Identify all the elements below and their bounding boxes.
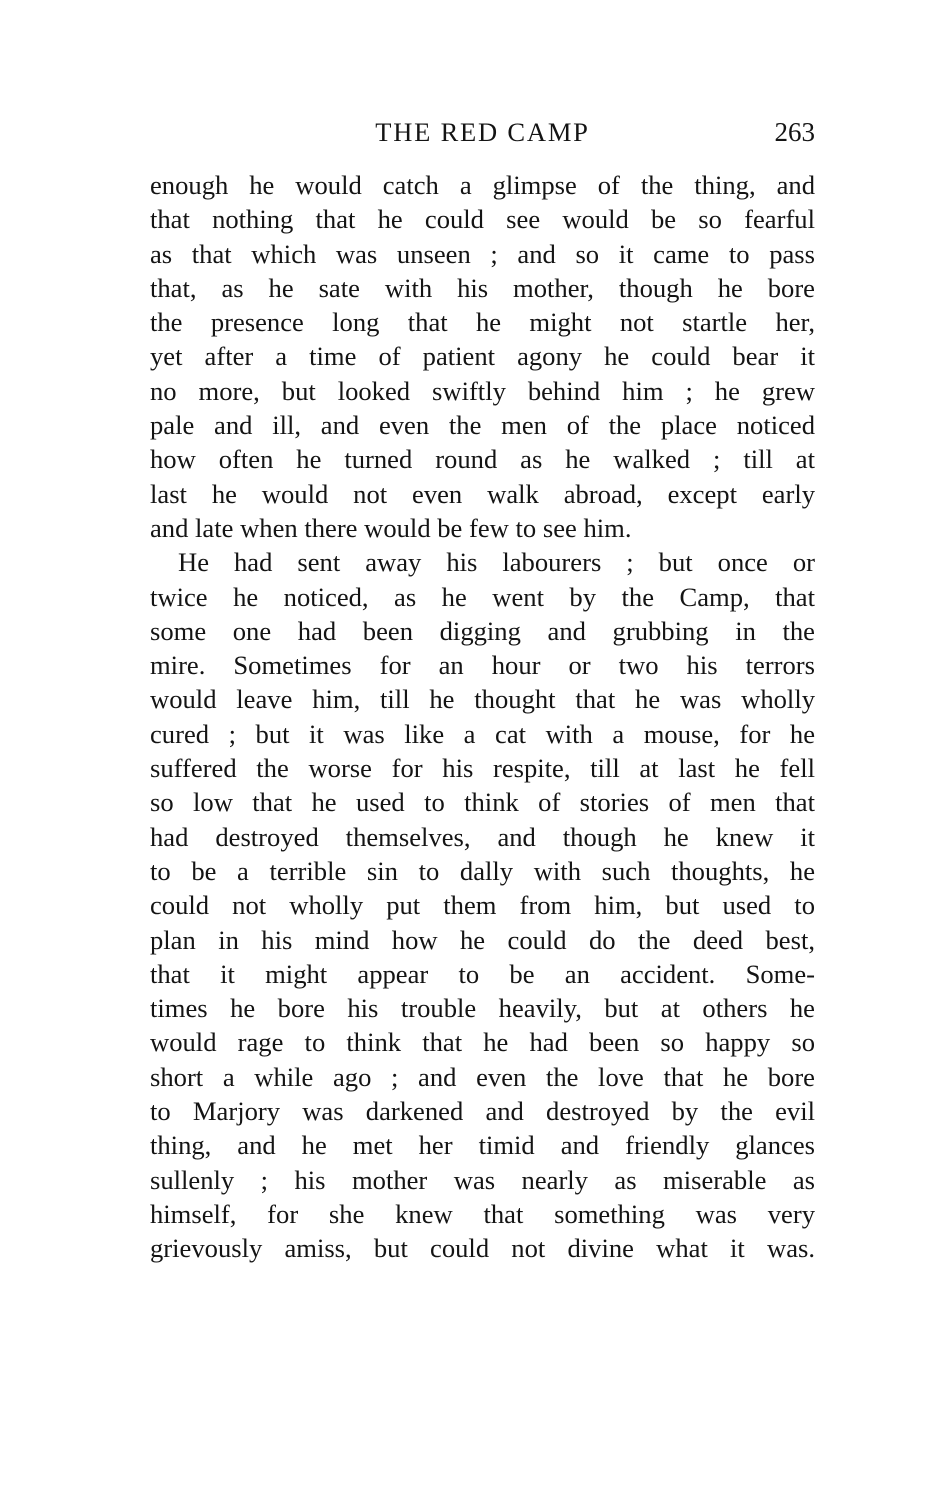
text-line: plan in his mind how he could do the deed best, [150, 924, 815, 955]
text-line: could not wholly put them from him, but used to [150, 890, 815, 921]
text-line: short a while ago ; and even the love that he bore [150, 1061, 815, 1092]
text-line: would leave him, till he thought that he was wholly [150, 684, 815, 715]
text-line: would rage to think that he had been so happy so [150, 1027, 815, 1058]
text-line: to be a terrible sin to dally with such thoughts, he [150, 855, 815, 886]
text-line: thing, and he met her timid and friendly glances [150, 1130, 815, 1161]
text-line: He had sent away his labourers ; but once or [178, 547, 815, 578]
text-line: twice he noticed, as he went by the Camp, that [150, 581, 815, 612]
paragraph-2 [150, 545, 815, 1265]
text-line: some one had been digging and grubbing in the [150, 615, 815, 646]
text-line: had destroyed themselves, and though he knew it [150, 821, 815, 852]
text-line: cured ; but it was like a cat with a mouse, for he [150, 718, 815, 749]
text-line: last he would not even walk abroad, except early [150, 478, 815, 509]
body-text [150, 168, 815, 1266]
text-line: pale and ill, and even the men of the place noticed [150, 410, 815, 441]
text-line: how often he turned round as he walked ; till at [150, 444, 815, 475]
text-line: mire. Sometimes for an hour or two his terrors [150, 650, 815, 681]
text-line: that, as he sate with his mother, though he bore [150, 272, 815, 303]
running-title: THE RED CAMP [375, 117, 590, 147]
text-line: as that which was unseen ; and so it came to pass [150, 238, 815, 269]
text-line: times he bore his trouble heavily, but at others he [150, 993, 815, 1024]
text-line: and late when there would be few to see him. [150, 512, 632, 543]
text-line: to Marjory was darkened and destroyed by the evil [150, 1096, 815, 1127]
text-line: so low that he used to think of stories of men that [150, 787, 815, 818]
page-number: 263 [774, 117, 815, 147]
text-line: suffered the worse for his respite, till at last he fell [150, 753, 815, 784]
text-line: the presence long that he might not startle her, [150, 307, 815, 338]
text-line: enough he would catch a glimpse of the thing, and [150, 170, 815, 200]
text-line: no more, but looked swiftly behind him ; he grew [150, 375, 815, 406]
text-line: grievously amiss, but could not divine what it was. [150, 1233, 815, 1264]
text-line: sullenly ; his mother was nearly as miserable as [150, 1164, 815, 1195]
text-line: that it might appear to be an accident. Some- [150, 958, 815, 989]
text-line: himself, for she knew that something was very [150, 1198, 815, 1229]
paragraph-1 [150, 168, 815, 545]
text-line: yet after a time of patient agony he could bear it [150, 341, 815, 372]
running-head [150, 112, 815, 152]
text-line: that nothing that he could see would be so fearful [150, 204, 815, 235]
